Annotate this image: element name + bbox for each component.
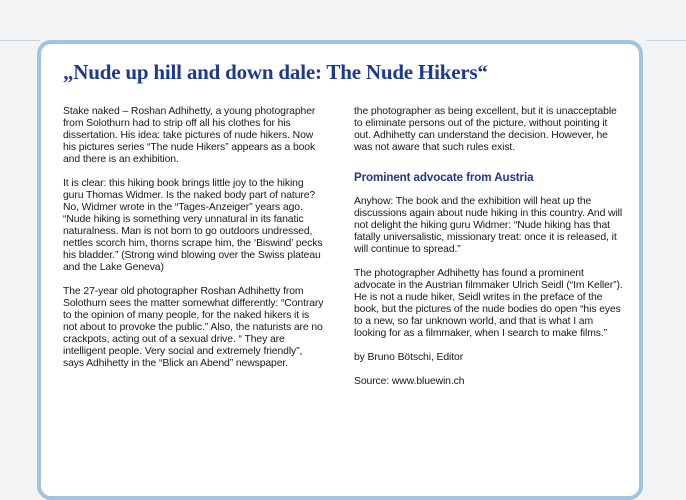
paragraph-rules: the photographer as being excellent, but it is unacceptable to eliminate persons out of the picture, without pointing it out. Adhihetty can understand the decision. However, he was not aware that such rules exist. [354, 106, 617, 153]
corner-rule-right [646, 0, 686, 41]
right-column [354, 106, 626, 400]
section-subheading: Prominent advocate from Austria [354, 171, 534, 184]
paragraph-widmer: It is clear: this hiking book brings little joy to the hiking guru Thomas Widmer. Is the naked body part of nature? No, Widmer wrote in the “Tages-Anzeiger” years ago. “Nude hiking is something very unnatural in its fanatic naturalness. Man is not born to go outdoors undressed, nettles scorch him, thorns scrape him, the ‘Biswind’ pecks his bladder.” (Strong wind blowing over the Swiss plateau and the Lake Geneva) [63, 178, 323, 273]
paragraph-discussion: Anyhow: The book and the exhibition will heat up the discussions again about nude hiking in this country. And will not delight the hiking guru Widmer: “Nude hiking has that fatally universalistic, missionary treat: once it is released, it will continue to spread.” [354, 196, 623, 255]
left-column [63, 106, 325, 382]
article-title: „Nude up hill and down dale: The Nude Hikers“ [63, 60, 488, 84]
paragraph-photographer: The 27-year old photographer Roshan Adhihetty from Solothurn sees the matter somewhat differently: “Contrary to the opinion of many people, for the naked hikers it is not about to provoke the public.” Also, the naturists are no crackpots, acting out of a sexual drive. “ They are intelligent people. Very social and extremely friendly”, says Adhihetty in the “Blick an Abend” newspaper. [63, 286, 324, 369]
corner-rule-left [0, 0, 40, 41]
byline-source: Source: www.bluewin.ch [354, 376, 465, 387]
paragraph-intro: Stake naked – Roshan Adhihetty, a young photographer from Solothurn had to strip off all his clothes for his dissertation. His idea: take pictures of nude hikers. Now his pictures series “The nude Hikers” appears as a book and there is an exhibition. [63, 106, 316, 165]
byline-author: by Bruno Bötschi, Editor [354, 352, 464, 363]
paragraph-seidl: The photographer Adhihetty has found a prominent advocate in the Austrian filmmaker Ulrich Seidl (“Im Keller”). He is not a nude hiker, Seidl writes in the preface of the book, but the pictures of the nude bodies do open “his eyes to a new, so far unknown world, and that is what I am looking for as a filmmaker, when I search to make films.” [354, 268, 623, 339]
article-panel [37, 40, 643, 500]
